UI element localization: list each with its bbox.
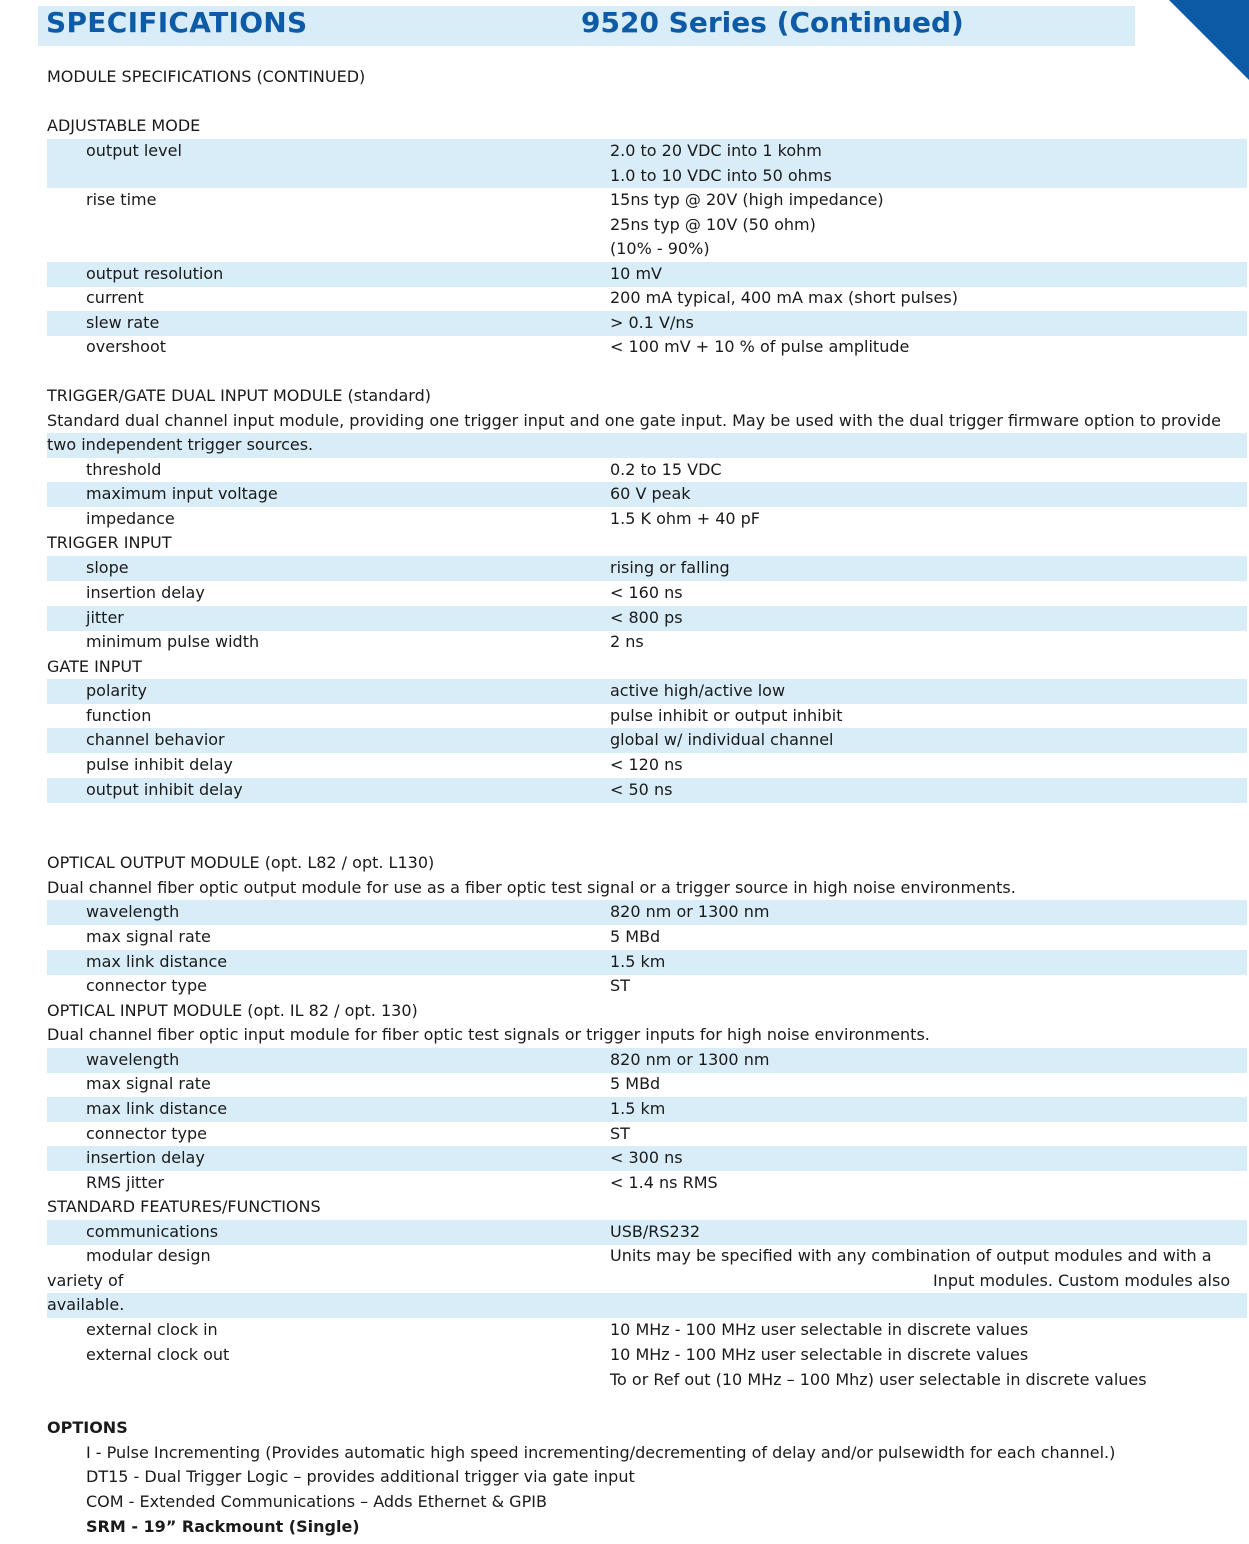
spec-row (47, 507, 1247, 532)
spec-value: USB/RS232 (610, 1222, 701, 1241)
spec-value: 1.5 km (610, 1099, 666, 1118)
section-heading: TRIGGER INPUT (47, 533, 172, 552)
section-heading: ADJUSTABLE MODE (47, 116, 201, 135)
option-text: I - Pulse Incrementing (Provides automatic high speed incrementing/decrementing of delay and/or pulsewidth for each channel.) (86, 1443, 1116, 1462)
spec-value: 1.5 K ohm + 40 pF (610, 509, 761, 528)
spec-value: < 120 ns (610, 755, 683, 774)
spec-label: insertion delay (86, 583, 205, 602)
spec-label: function (86, 706, 152, 725)
spec-value: < 50 ns (610, 780, 673, 799)
spec-value: 820 nm or 1300 nm (610, 1050, 770, 1069)
spec-label: RMS jitter (86, 1173, 165, 1192)
spec-label: wavelength (86, 1050, 180, 1069)
spec-row-rise-time (47, 188, 1247, 262)
spec-row (47, 1048, 1247, 1073)
optical-output-heading-row (47, 851, 1247, 876)
spec-row (47, 900, 1247, 925)
spec-label: jitter (86, 608, 124, 627)
spec-value: 1.5 km (610, 952, 666, 971)
spec-row (47, 1122, 1247, 1147)
spec-row (47, 482, 1247, 507)
spec-value: 10 MHz - 100 MHz user selectable in discrete values (610, 1320, 1029, 1339)
spec-row (47, 1220, 1247, 1245)
spec-row (47, 679, 1247, 704)
spec-continuation: available. (47, 1295, 125, 1314)
spec-value: 1.0 to 10 VDC into 50 ohms (610, 165, 832, 185)
spec-label: external clock out (86, 1345, 230, 1364)
spec-row (47, 335, 1247, 360)
spec-row (47, 728, 1247, 753)
spec-label: polarity (86, 681, 147, 700)
description-text: two independent trigger sources. (47, 435, 314, 454)
spec-label: rise time (86, 190, 157, 209)
spec-row (47, 974, 1247, 999)
series-title: 9520 Series (Continued) (581, 6, 964, 39)
spec-row (47, 1171, 1247, 1196)
option-text: COM - Extended Communications – Adds Ethernet & GPIB (86, 1492, 547, 1511)
spec-label: pulse inhibit delay (86, 755, 233, 774)
spec-value: 60 V peak (610, 484, 691, 503)
spec-row (47, 1146, 1247, 1171)
spec-label: connector type (86, 976, 207, 995)
spec-value: 2.0 to 20 VDC into 1 kohm (610, 141, 822, 160)
adjustable-heading-row (47, 114, 1247, 139)
options-heading: OPTIONS (47, 1418, 128, 1437)
standard-features-heading-row (47, 1195, 1247, 1220)
spec-value: 10 mV (610, 264, 662, 283)
spec-row-output-level (47, 139, 1247, 188)
spec-value: < 300 ns (610, 1148, 683, 1167)
spec-value: < 1.4 ns RMS (610, 1173, 718, 1192)
spec-label: max link distance (86, 1099, 228, 1118)
spec-value: 200 mA typical, 400 mA max (short pulses) (610, 288, 958, 307)
spec-value: < 100 mV + 10 % of pulse amplitude (610, 337, 910, 356)
options-heading-row (47, 1416, 1247, 1441)
section-title: MODULE SPECIFICATIONS (CONTINUED) (47, 67, 366, 86)
spec-value: 5 MBd (610, 927, 661, 946)
trigger-gate-heading-row (47, 384, 1247, 409)
spec-label: channel behavior (86, 730, 225, 749)
option-item (47, 1465, 1247, 1490)
spec-label: communications (86, 1222, 219, 1241)
spec-label: modular design (86, 1246, 211, 1265)
spec-value: Input modules. Custom modules also (933, 1271, 1231, 1290)
description-text: Dual channel fiber optic output module for use as a fiber optic test signal or a trigger source in high noise environments. (47, 878, 1016, 897)
spec-label: output level (86, 141, 182, 160)
option-item (47, 1490, 1247, 1515)
spec-value: ST (610, 976, 630, 995)
spec-label: max signal rate (86, 927, 211, 946)
spec-value: pulse inhibit or output inhibit (610, 706, 843, 725)
spec-value: < 800 ps (610, 608, 683, 627)
description-row (47, 1023, 1247, 1048)
description-text: Dual channel fiber optic input module for fiber optic test signals or trigger inputs for high noise environments. (47, 1025, 930, 1044)
spec-label: current (86, 288, 144, 307)
spec-label: insertion delay (86, 1148, 205, 1167)
spec-label: output inhibit delay (86, 780, 243, 799)
spec-row (47, 606, 1247, 631)
spec-label: minimum pulse width (86, 632, 260, 651)
spec-value: 10 MHz - 100 MHz user selectable in discrete values (610, 1345, 1029, 1364)
spec-label: connector type (86, 1124, 207, 1143)
spec-row (47, 753, 1247, 778)
spec-label: impedance (86, 509, 175, 528)
spec-value: active high/active low (610, 681, 786, 700)
trigger-input-heading-row (47, 531, 1247, 556)
section-title-row (47, 65, 1247, 90)
optical-input-heading-row (47, 999, 1247, 1024)
option-item (47, 1441, 1247, 1466)
spec-label: max link distance (86, 952, 228, 971)
spec-label: max signal rate (86, 1074, 211, 1093)
gate-input-heading-row (47, 655, 1247, 680)
spec-continuation: variety of (47, 1271, 124, 1290)
description-row (47, 876, 1247, 901)
spec-row (47, 556, 1247, 581)
spec-row (47, 1072, 1247, 1097)
spec-label: slope (86, 558, 129, 577)
spec-row (47, 778, 1247, 803)
section-heading: GATE INPUT (47, 657, 142, 676)
spec-value: Units may be specified with any combination of output modules and with a (610, 1246, 1212, 1265)
spec-value: (10% - 90%) (610, 239, 710, 258)
spec-value: 820 nm or 1300 nm (610, 902, 770, 921)
section-heading: OPTICAL OUTPUT MODULE (opt. L82 / opt. L130) (47, 853, 435, 872)
description-row (47, 433, 1247, 458)
spec-value: To or Ref out (10 MHz – 100 Mhz) user selectable in discrete values (610, 1369, 1147, 1389)
spec-value: 0.2 to 15 VDC (610, 460, 722, 479)
spec-label: wavelength (86, 902, 180, 921)
spec-row (47, 1343, 1247, 1392)
option-item (47, 1515, 1247, 1540)
page-title: SPECIFICATIONS (46, 6, 308, 39)
spec-value: 15ns typ @ 20V (high impedance) (610, 190, 884, 209)
section-heading: OPTICAL INPUT MODULE (opt. IL 82 / opt. 130) (47, 1001, 418, 1020)
spec-value: rising or falling (610, 558, 730, 577)
section-heading: STANDARD FEATURES/FUNCTIONS (47, 1197, 321, 1216)
section-heading: TRIGGER/GATE DUAL INPUT MODULE (standard) (47, 386, 431, 405)
description-row (47, 409, 1247, 434)
spec-label: overshoot (86, 337, 167, 356)
spec-value: 2 ns (610, 632, 644, 651)
spec-row (47, 1244, 1247, 1269)
spec-label: slew rate (86, 313, 160, 332)
spec-row (47, 925, 1247, 950)
spec-value: > 0.1 V/ns (610, 313, 694, 332)
spec-row (47, 704, 1247, 729)
spec-value: 5 MBd (610, 1074, 661, 1093)
spec-row (47, 630, 1247, 655)
spec-value: ST (610, 1124, 630, 1143)
spec-row (47, 286, 1247, 311)
spec-row (47, 1318, 1247, 1343)
spec-row (47, 458, 1247, 483)
spec-row-continued (47, 1269, 1247, 1294)
option-text: SRM - 19” Rackmount (Single) (86, 1517, 360, 1536)
spec-row (47, 581, 1247, 606)
spec-row (47, 950, 1247, 975)
spec-row (47, 311, 1247, 336)
spec-label: maximum input voltage (86, 484, 278, 503)
spec-value: < 160 ns (610, 583, 683, 602)
spec-label: external clock in (86, 1320, 218, 1339)
spec-value: 25ns typ @ 10V (50 ohm) (610, 214, 816, 234)
spec-row-continued (47, 1293, 1247, 1318)
spec-row (47, 1097, 1247, 1122)
spec-label: threshold (86, 460, 162, 479)
spec-row (47, 262, 1247, 287)
spec-value: global w/ individual channel (610, 730, 834, 749)
description-text: Standard dual channel input module, providing one trigger input and one gate input. May be used with the dual trigger firmware option to provide (47, 411, 1221, 430)
spec-label: output resolution (86, 264, 224, 283)
option-text: DT15 - Dual Trigger Logic – provides additional trigger via gate input (86, 1467, 635, 1486)
